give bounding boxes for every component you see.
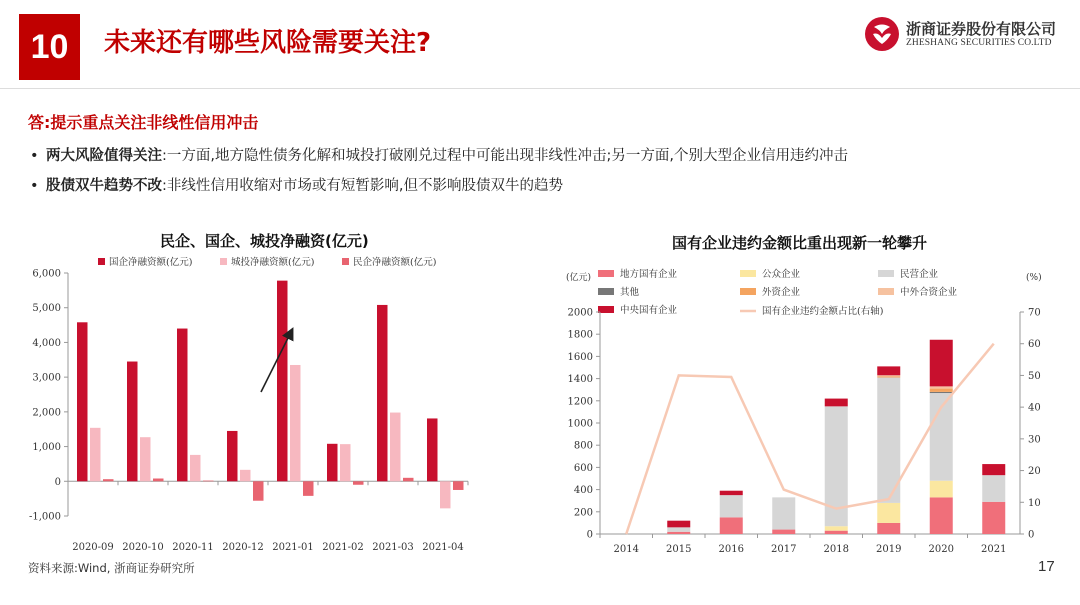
bar (240, 470, 251, 481)
x-tick-label: 2020-09 (72, 542, 114, 553)
legend-swatch (598, 288, 614, 295)
y-tick-label: 5,000 (32, 303, 61, 315)
bar (290, 365, 301, 481)
chart2-title: 国有企业违约金额比重出现新一轮攀升 (672, 234, 928, 252)
bar (77, 322, 88, 481)
stacked-bar-segment (825, 531, 848, 534)
bullet-text: :非线性信用收缩对市场或有短暂影响,但不影响股债双牛的趋势 (162, 178, 563, 194)
stacked-bar-segment (720, 491, 743, 495)
stacked-bar-segment (772, 530, 795, 534)
bar (390, 413, 401, 482)
default-ratio-chart (552, 262, 1042, 562)
stacked-bar-segment (930, 392, 953, 393)
chart1-title: 民企、国企、城投净融资(亿元) (160, 232, 369, 250)
y-tick-label: 2000 (567, 307, 593, 319)
y-tick-label: 1800 (567, 329, 593, 341)
logo-text-en: ZHESHANG SECURITIES CO.LTD (906, 38, 1052, 48)
y2-tick-label: 20 (1028, 466, 1041, 478)
legend-label: 城投净融资额(亿元) (231, 257, 315, 268)
y-tick-label: 1,000 (32, 442, 61, 454)
stacked-bar-segment (825, 526, 848, 530)
stacked-bar-segment (667, 521, 690, 528)
bar (127, 362, 138, 482)
y-tick-label: 4,000 (32, 337, 61, 349)
legend-swatch (98, 258, 105, 265)
x-tick-label: 2021 (981, 544, 1007, 555)
stacked-bar-segment (982, 502, 1005, 534)
x-tick-label: 2016 (718, 544, 744, 555)
bar (427, 418, 438, 481)
legend-swatch (598, 270, 614, 277)
bar (377, 305, 388, 481)
x-tick-label: 2020-11 (172, 542, 214, 553)
bar (90, 428, 101, 481)
logo-text-cn: 浙商证券股份有限公司 (906, 20, 1057, 38)
stacked-bar-segment (772, 497, 795, 529)
bar (277, 281, 288, 482)
legend-swatch (878, 288, 894, 295)
stacked-bar-segment (667, 532, 690, 534)
y2-tick-label: 60 (1028, 339, 1041, 351)
y-tick-label: 6,000 (32, 268, 61, 280)
bullet-lead: 股债双牛趋势不改 (46, 178, 162, 194)
bar (353, 481, 364, 484)
stacked-bar-segment (930, 389, 953, 392)
stacked-bar-segment (877, 376, 900, 377)
stacked-bar-segment (930, 386, 953, 388)
x-tick-label: 2017 (771, 544, 797, 555)
y-tick-label: -1,000 (28, 511, 61, 523)
bar (177, 329, 188, 482)
legend-label: 中外合资企业 (900, 287, 958, 298)
legend-swatch (740, 270, 756, 277)
x-tick-label: 2018 (823, 544, 849, 555)
legend-swatch (220, 258, 227, 265)
bar (303, 481, 314, 496)
bar (140, 437, 151, 481)
y-tick-label: 1600 (567, 351, 593, 363)
zheshang-logo-icon (864, 16, 900, 52)
company-logo (864, 16, 1064, 56)
stacked-bar-segment (667, 527, 690, 531)
stacked-bar-segment (825, 399, 848, 407)
y-tick-label: 1000 (567, 418, 593, 430)
bar (440, 481, 451, 508)
stacked-bar-segment (982, 475, 1005, 502)
y-unit-right: (%) (1026, 273, 1042, 283)
y-tick-label: 0 (586, 529, 593, 541)
net-financing-chart (20, 250, 480, 560)
x-tick-label: 2015 (666, 544, 692, 555)
stacked-bar-segment (877, 523, 900, 534)
x-tick-label: 2021-01 (272, 542, 314, 553)
bar (403, 478, 414, 481)
legend-label: 外资企业 (762, 287, 801, 298)
bar (227, 431, 238, 481)
legend-label: 国企净融资额(亿元) (109, 257, 193, 268)
y2-tick-label: 30 (1028, 434, 1041, 446)
slide-title: 未来还有哪些风险需要关注? (104, 28, 432, 58)
header-divider (0, 88, 1080, 89)
legend-swatch (878, 270, 894, 277)
bar (340, 444, 351, 481)
stacked-bar-segment (982, 464, 1005, 475)
legend-label: 其他 (620, 287, 640, 298)
stacked-bar-segment (720, 517, 743, 534)
x-tick-label: 2019 (876, 544, 902, 555)
y2-tick-label: 40 (1028, 402, 1041, 414)
legend-label: 公众企业 (762, 269, 801, 280)
stacked-bar-segment (877, 503, 900, 523)
x-tick-label: 2014 (613, 544, 639, 555)
bar (453, 481, 464, 490)
page-number: 17 (1038, 558, 1055, 575)
y-tick-label: 800 (573, 440, 593, 452)
answer-heading: 答:提示重点关注非线性信用冲击 (28, 113, 259, 132)
legend-label: 中央国有企业 (620, 305, 678, 316)
y2-tick-label: 50 (1028, 370, 1041, 382)
bar (253, 481, 264, 500)
bullet-dot: • (30, 148, 39, 164)
legend-swatch (740, 288, 756, 295)
stacked-bar-segment (877, 375, 900, 376)
legend-label: 地方国有企业 (620, 269, 678, 280)
stacked-bar-segment (930, 481, 953, 498)
y-tick-label: 200 (573, 507, 593, 519)
y-tick-label: 1400 (567, 374, 593, 386)
bar (203, 481, 214, 482)
bar (327, 444, 338, 481)
y-tick-label: 3,000 (32, 372, 61, 384)
legend-label: 民企净融资额(亿元) (353, 257, 437, 268)
y2-tick-label: 70 (1028, 307, 1041, 319)
bullet-item (30, 174, 563, 195)
stacked-bar-segment (720, 495, 743, 517)
bar (153, 479, 164, 482)
bullet-lead: 两大风险值得关注 (46, 148, 162, 164)
y-tick-label: 2,000 (32, 407, 61, 419)
stacked-bar-segment (930, 497, 953, 534)
y-unit-left: (亿元) (566, 273, 592, 283)
legend-swatch (342, 258, 349, 265)
x-tick-label: 2020-12 (222, 542, 264, 553)
x-tick-label: 2020 (928, 544, 954, 555)
slide-number-badge: 10 (19, 14, 80, 80)
y-tick-label: 1200 (567, 396, 593, 408)
x-tick-label: 2021-03 (372, 542, 414, 553)
y-tick-label: 0 (54, 476, 61, 488)
bar (103, 479, 114, 481)
stacked-bar-segment (930, 340, 953, 387)
x-tick-label: 2021-02 (322, 542, 364, 553)
y-tick-label: 600 (573, 462, 593, 474)
y-tick-label: 400 (573, 485, 593, 497)
x-tick-label: 2021-04 (422, 542, 464, 553)
legend-swatch (598, 306, 614, 313)
legend-label: 国有企业违约金额占比(右轴) (762, 306, 884, 317)
bar (190, 455, 201, 481)
y2-tick-label: 0 (1028, 529, 1035, 541)
bullet-text: :一方面,地方隐性债务化解和城投打破刚兑过程中可能出现非线性冲击;另一方面,个别大型企业信用违约冲击 (162, 148, 848, 164)
bullet-item (30, 144, 848, 165)
bullet-dot: • (30, 178, 39, 194)
y2-tick-label: 10 (1028, 497, 1041, 509)
stacked-bar-segment (877, 366, 900, 375)
x-tick-label: 2020-10 (122, 542, 164, 553)
source-note: 资料来源:Wind, 浙商证券研究所 (28, 561, 195, 575)
legend-label: 民营企业 (900, 269, 939, 280)
